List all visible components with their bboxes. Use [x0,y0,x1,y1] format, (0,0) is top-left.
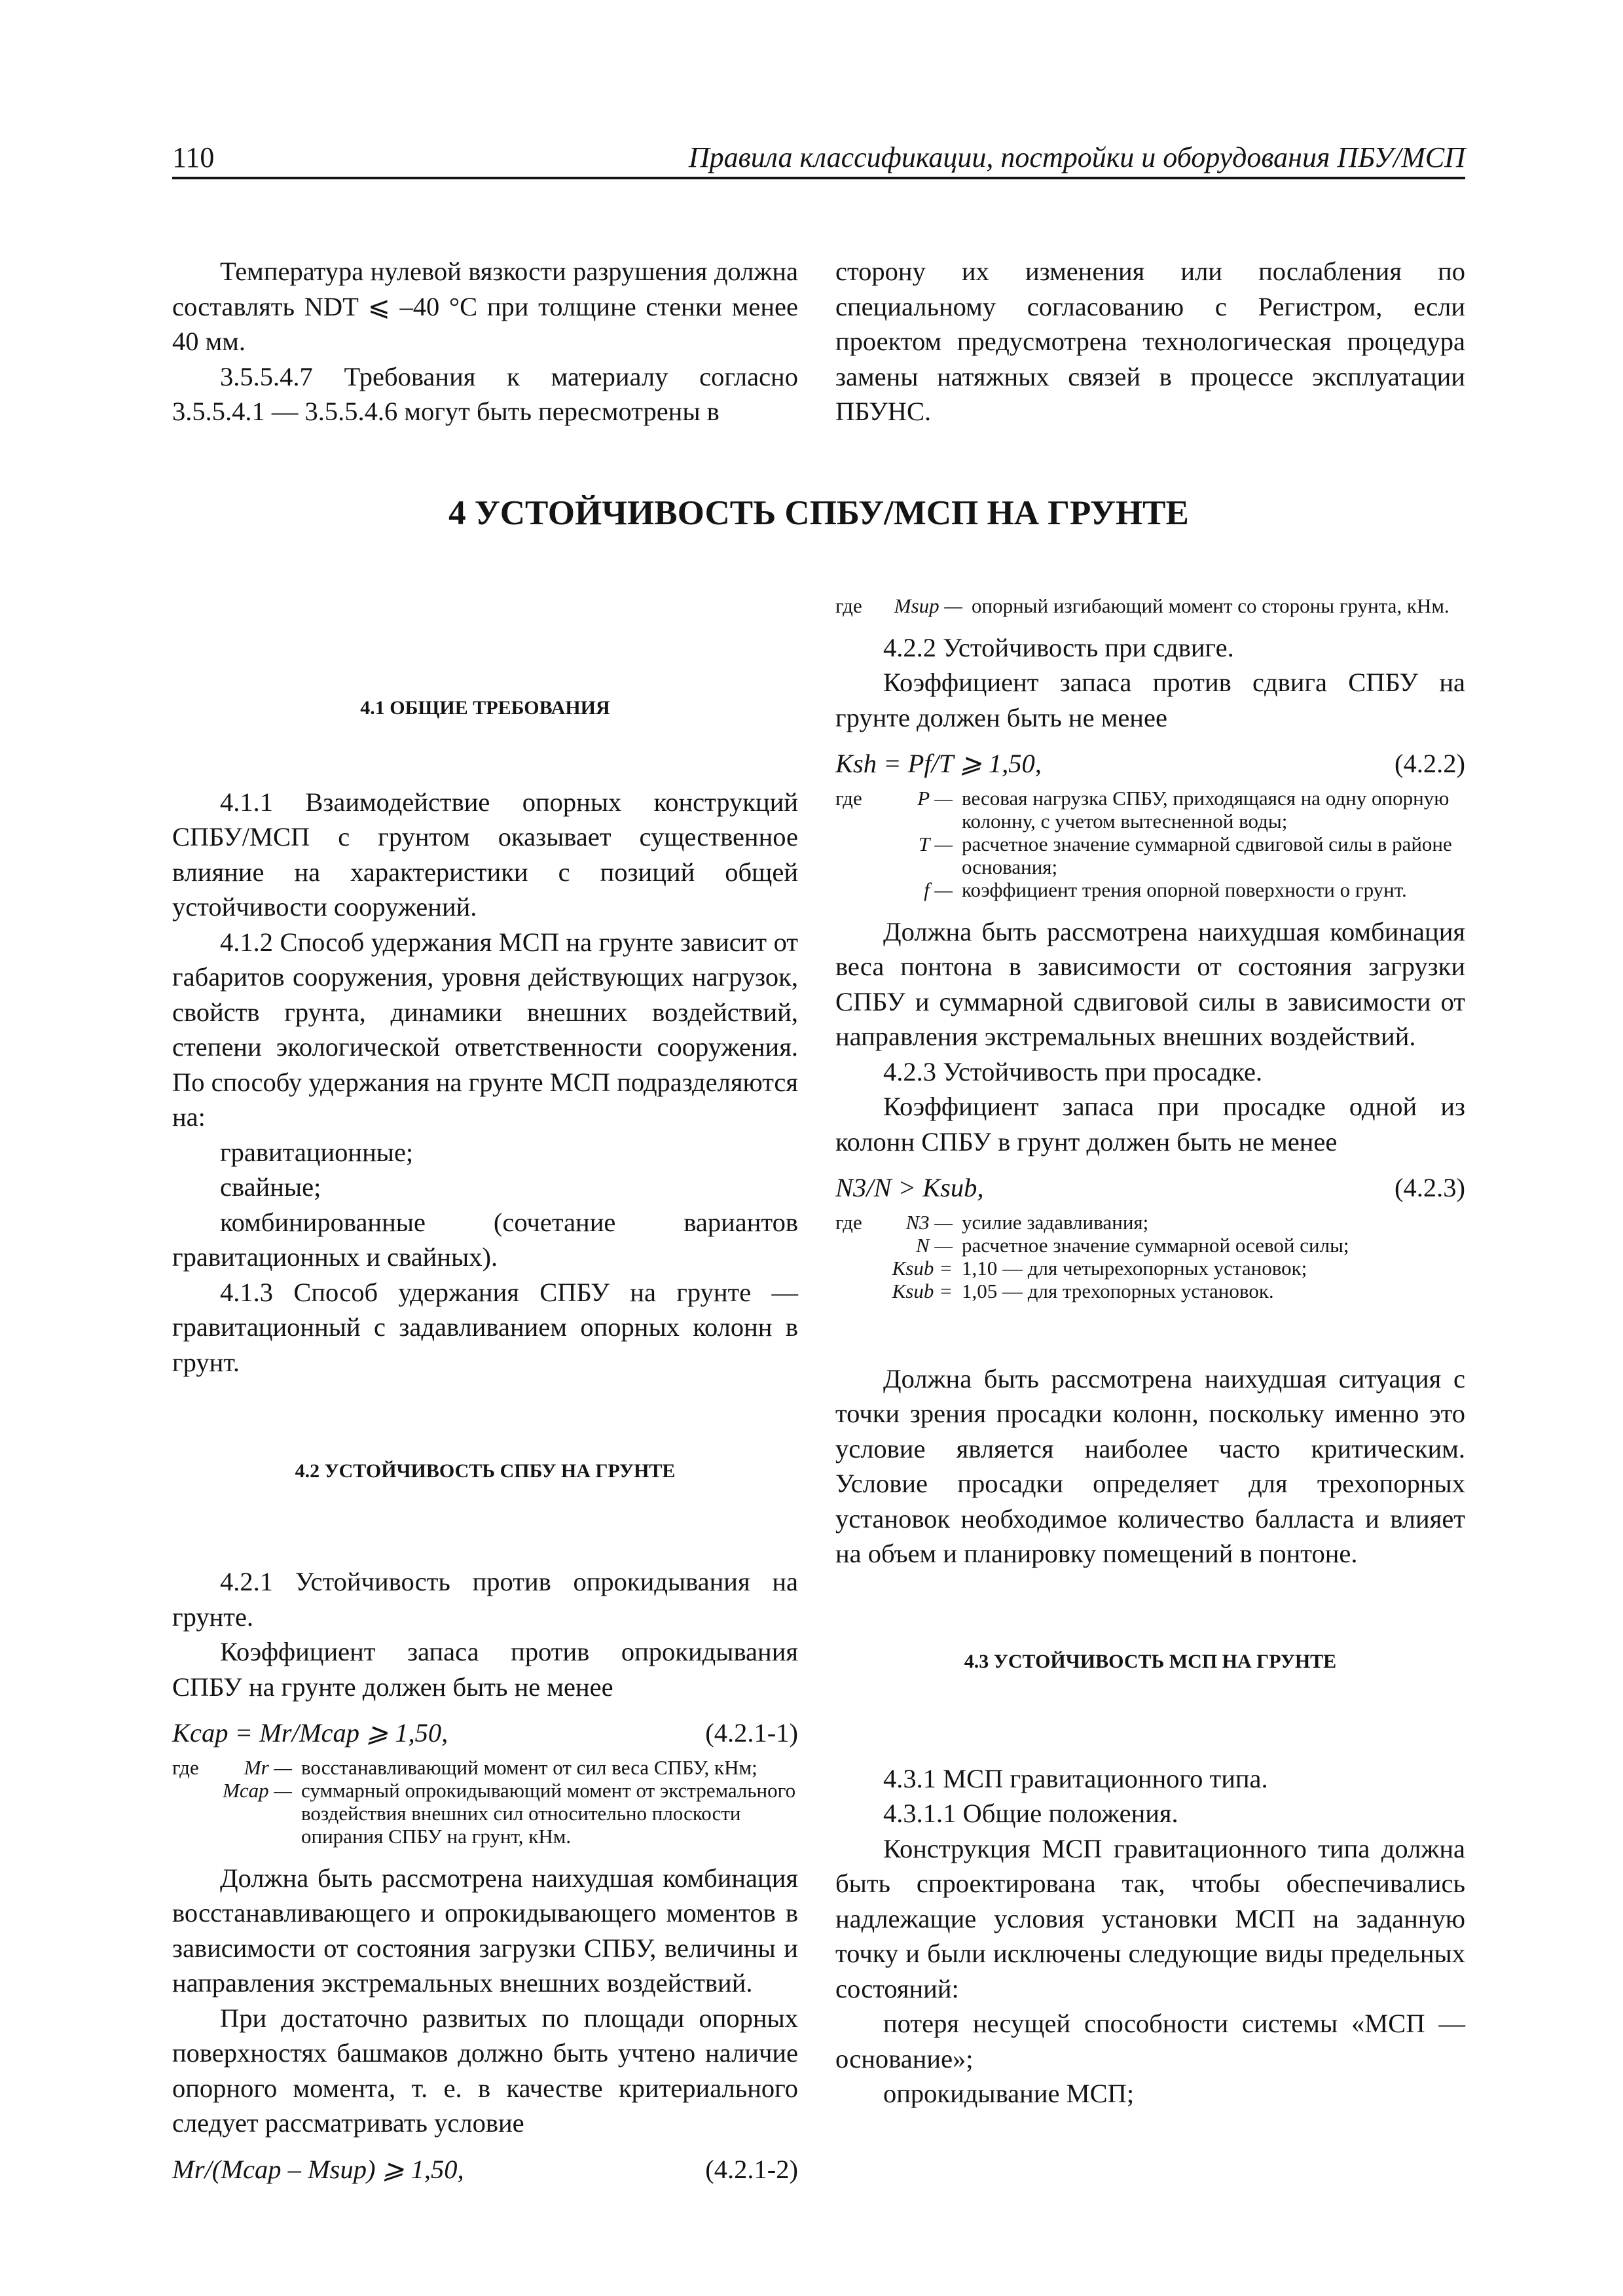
legend-msup [835,594,1465,617]
legend-where [835,1280,884,1302]
formula-4-2-1-2 [172,2152,798,2187]
left-column [172,254,798,2192]
legend-symbol: N3 — [905,1210,953,1234]
section-heading-4-2: 4.2 УСТОЙЧИВОСТЬ СПБУ НА ГРУНТЕ [295,1460,676,1482]
formula-number: (4.2.1-1) [705,1718,798,1748]
paragraph: При достаточно развитых по площади опорных поверхностях башмаков должно быть учтено наличие опорного момента, т. е. в качестве критериального следует рассматривать условие [172,2003,798,2138]
legend-symbol: Ksub = [892,1256,953,1280]
paragraph-4-2-3: 4.2.3 Устойчивость при просадке. [883,1056,1263,1086]
list-item: комбинированные (сочетание вариантов гравитационных и свайных). [172,1207,798,1272]
section-heading-4-1: 4.1 ОБЩИЕ ТРЕБОВАНИЯ [360,696,610,719]
paragraph: Конструкция МСП гравитационного типа должна быть спроектирована так, чтобы обеспечивались надлежащие условия установки МСП на заданную точку и были исключены следующие виды предельных состояний: [835,1833,1465,2003]
formula-4-2-2 [835,746,1465,781]
legend-row [835,1257,1465,1280]
legend-symbol: Msup — [894,594,962,617]
chapter-title: 4 УСТОЙЧИВОСТЬ СПБУ/МСП НА ГРУНТЕ [448,494,1189,532]
legend-description: коэффициент трения опорной поверхности о грунт. [962,878,1407,901]
chapter-spacer [835,429,1465,590]
paragraph-4-3-1: 4.3.1 МСП гравитационного типа. [883,1763,1268,1793]
legend-row [835,878,1465,901]
paragraph-4-2-2: 4.2.2 Устойчивость при сдвиге. [883,632,1234,662]
legend-row [172,1779,798,1848]
legend-row [835,1211,1465,1234]
formula-number: (4.2.3) [1395,1173,1465,1202]
paragraph: Должна быть рассмотрена наихудшая комбинация веса понтона в зависимости от состояния загрузки СПБУ и суммарной сдвиговой силы в зависимости от направления экстремальных внешних воздействий. [835,916,1465,1051]
legend-description: восстанавливающий момент от сил веса СПБУ, кНм; [301,1755,757,1779]
legend-symbol: Ksub = [892,1279,953,1302]
paragraph: 3.5.5.4.7 Требования к материалу согласно 3.5.5.4.1 — 3.5.5.4.6 могут быть пересмотрены в [172,361,798,426]
legend-where: где [835,1210,862,1234]
formula-4-2-1-1 [172,1715,798,1751]
legend-row [172,1756,798,1779]
formula-number: (4.2.2) [1395,749,1465,778]
legend-description: 1,05 — для трехопорных установок. [962,1279,1274,1302]
formula-expression: Ksh = Pf/T ⩾ 1,50, [835,749,1042,778]
legend-where: где [172,1755,199,1779]
paragraph: Должна быть рассмотрена наихудшая ситуация с точки зрения просадки колонн, поскольку именно это условие является наиболее часто критическим. Условие просадки определяет для трехопорных установок необходимое количество балласта и влияет на объем и планировку помещений в понтоне. [835,1363,1465,1568]
running-title: Правила классификации, постройки и оборудования ПБУ/МСП [688,141,1465,173]
list-item: свайные; [220,1172,321,1202]
legend-symbol: f — [924,878,953,901]
formula-4-2-3 [835,1170,1465,1206]
legend-row [835,1234,1465,1257]
legend-4-2-2 [835,787,1465,901]
legend-row [835,833,1465,878]
legend-where: где [835,594,862,617]
legend-description: расчетное значение суммарной осевой силы; [962,1233,1349,1257]
formula-expression: Kcap = Mr/Mcap ⩾ 1,50, [172,1718,448,1748]
list-item: потеря несущей способности системы «МСП — основание»; [835,2009,1465,2073]
legend-description: опорный изгибающий момент со стороны грунта, кНм. [972,594,1450,617]
legend-4-2-1-1 [172,1756,798,1848]
paragraph-4-2-1: 4.2.1 Устойчивость против опрокидывания на грунте. [172,1567,798,1632]
legend-symbol: T — [919,832,953,855]
list-item: гравитационные; [220,1137,414,1167]
paragraph: сторону их изменения или послабления по специальному согласованию с Регистром, если проектом предусмотрена технологическая процедура замены натяжных связей в процессе эксплуатации ПБУНС. [835,257,1465,426]
legend-description: весовая нагрузка СПБУ, приходящаяся на одну опорную колонну, с учетом вытесненной воды; [962,786,1450,833]
legend-where [835,1234,884,1257]
legend-description: 1,10 — для четырехопорных установок; [962,1256,1307,1280]
legend-where [835,833,884,878]
formula-expression: N3/N > Ksub, [835,1173,984,1202]
paragraph: Коэффициент запаса при просадке одной из колонн СПБУ в грунт должен быть не менее [835,1092,1465,1157]
paragraph-4-3-1-1: 4.3.1.1 Общие положения. [883,1799,1178,1828]
section-heading-4-3: 4.3 УСТОЙЧИВОСТЬ МСП НА ГРУНТЕ [964,1650,1337,1672]
paragraph: Должна быть рассмотрена наихудшая комбинация восстанавливающего и опрокидывающего моментов в зависимости от состояния загрузки СПБУ, величины и направления экстремальных внешних воздействий. [172,1863,798,1998]
paragraph-4-1-3: 4.1.3 Способ удержания СПБУ на грунте — гравитационный с задавливанием опорных колонн в грунт. [172,1277,798,1377]
paragraph: Коэффициент запаса против опрокидывания СПБУ на грунте должен быть не менее [172,1637,798,1702]
legend-row [835,1280,1465,1302]
page-number: 110 [172,141,215,173]
chapter-spacer [172,429,798,695]
legend-row [835,594,1465,617]
right-column [835,254,1465,2111]
legend-symbol: N — [916,1233,953,1257]
list-item: опрокидывание МСП; [883,2079,1135,2108]
legend-description: суммарный опрокидывающий момент от экстремального воздействия внешних сил относительно плоскости опирания СПБУ на грунт, кНм. [301,1778,796,1848]
legend-symbol: P — [917,786,953,810]
legend-where [835,1257,884,1280]
legend-4-2-3 [835,1211,1465,1302]
header-rule [172,177,1465,179]
paragraph: Коэффициент запаса против сдвига СПБУ на грунте должен быть не менее [835,668,1465,732]
legend-description: усилие задавливания; [962,1210,1149,1234]
paragraph-4-1-1: 4.1.1 Взаимодействие опорных конструкций СПБУ/МСП с грунтом оказывает существенное влияние на характеристики с позиций общей устойчивости сооружений. [172,787,798,922]
paragraph-4-1-2: 4.1.2 Способ удержания МСП на грунте зависит от габаритов сооружения, уровня действующих нагрузок, свойств грунта, динамики внешних воздействий, степени экологической ответственности сооружения. По способу удержания на грунте МСП подразделяются на: [172,927,798,1132]
legend-symbol: Mr — [244,1755,292,1779]
legend-description: расчетное значение суммарной сдвиговой силы в районе основания; [962,832,1452,878]
legend-where: где [835,786,862,810]
formula-expression: Mr/(Mcap – Msup) ⩾ 1,50, [172,2154,464,2184]
legend-where [835,878,884,901]
legend-where [172,1779,217,1848]
legend-symbol: Mcap — [223,1778,292,1802]
legend-row [835,787,1465,833]
formula-number: (4.2.1-2) [705,2154,798,2184]
paragraph: Температура нулевой вязкости разрушения должна составлять NDT ⩽ –40 °С при толщине стенки менее 40 мм. [172,257,798,356]
